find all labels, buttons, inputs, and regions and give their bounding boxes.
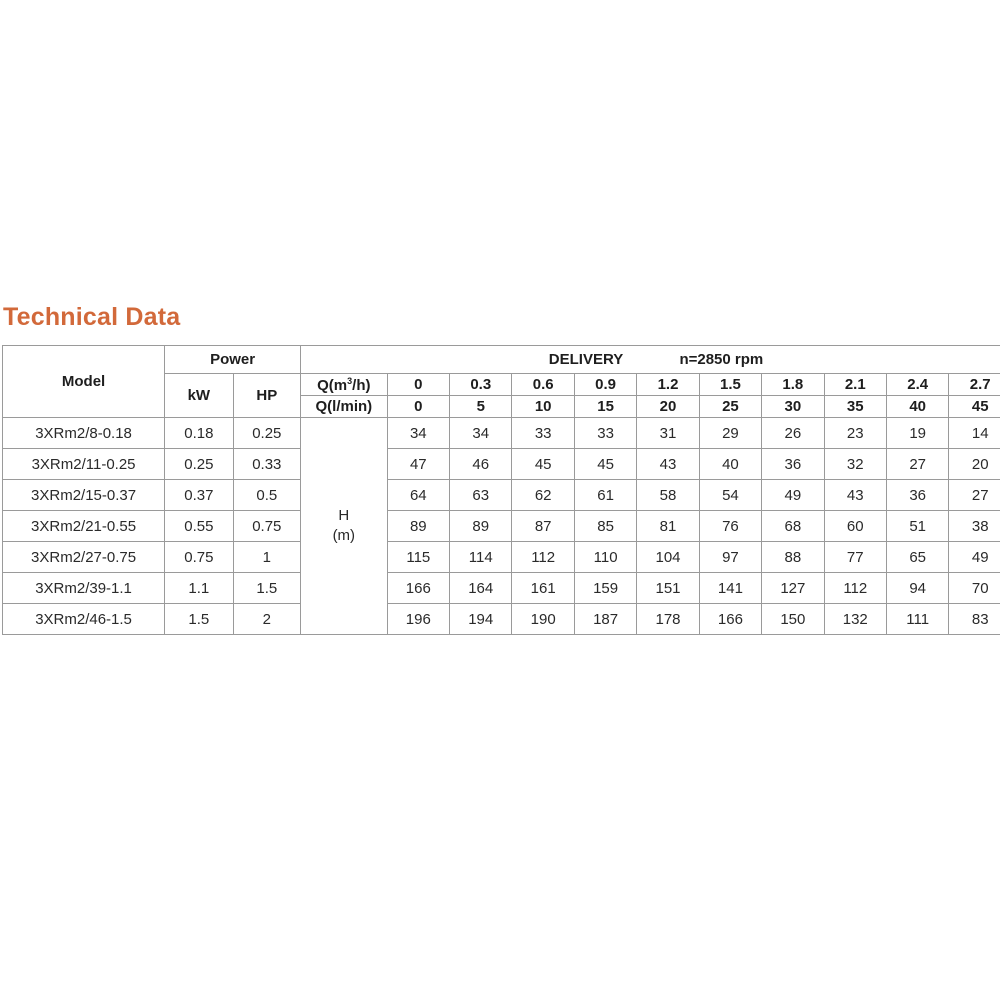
q-m3h-value: 1.2 bbox=[637, 374, 699, 396]
head-value-cell: 32 bbox=[824, 449, 886, 480]
head-label: H bbox=[338, 507, 350, 524]
kw-header: kW bbox=[165, 374, 233, 418]
head-value-cell: 159 bbox=[574, 573, 636, 604]
q-lmin-value: 10 bbox=[512, 396, 574, 418]
head-value-cell: 27 bbox=[949, 480, 1000, 511]
q-lmin-value: 25 bbox=[699, 396, 761, 418]
head-value-cell: 29 bbox=[699, 418, 761, 449]
head-value-cell: 196 bbox=[387, 604, 449, 635]
q-lmin-value: 40 bbox=[886, 396, 948, 418]
hp-cell: 1.5 bbox=[233, 573, 300, 604]
head-value-cell: 141 bbox=[699, 573, 761, 604]
hp-header: HP bbox=[233, 374, 300, 418]
head-value-cell: 77 bbox=[824, 542, 886, 573]
model-header: Model bbox=[3, 346, 165, 418]
head-value-cell: 112 bbox=[824, 573, 886, 604]
head-value-cell: 110 bbox=[574, 542, 636, 573]
head-value-cell: 81 bbox=[637, 511, 699, 542]
kw-cell: 1.5 bbox=[165, 604, 233, 635]
table-row bbox=[3, 542, 1000, 573]
table-row bbox=[3, 511, 1000, 542]
page-title: Technical Data bbox=[3, 303, 181, 331]
hp-cell: 0.25 bbox=[233, 418, 300, 449]
head-value-cell: 40 bbox=[699, 449, 761, 480]
table-body bbox=[3, 418, 1000, 635]
kw-cell: 0.25 bbox=[165, 449, 233, 480]
head-value-cell: 83 bbox=[949, 604, 1000, 635]
hp-cell: 0.75 bbox=[233, 511, 300, 542]
speed-label: n=2850 rpm bbox=[679, 351, 764, 368]
head-value-cell: 111 bbox=[886, 604, 948, 635]
head-value-cell: 164 bbox=[450, 573, 512, 604]
technical-data-table bbox=[2, 345, 1000, 635]
head-value-cell: 89 bbox=[387, 511, 449, 542]
head-value-cell: 34 bbox=[387, 418, 449, 449]
head-value-cell: 190 bbox=[512, 604, 574, 635]
kw-cell: 0.18 bbox=[165, 418, 233, 449]
head-value-cell: 47 bbox=[387, 449, 449, 480]
head-value-cell: 89 bbox=[450, 511, 512, 542]
head-value-cell: 45 bbox=[512, 449, 574, 480]
kw-cell: 0.75 bbox=[165, 542, 233, 573]
table-row bbox=[3, 604, 1000, 635]
head-value-cell: 26 bbox=[762, 418, 824, 449]
model-cell: 3XRm2/15-0.37 bbox=[3, 480, 165, 511]
head-value-cell: 36 bbox=[886, 480, 948, 511]
head-value-cell: 114 bbox=[450, 542, 512, 573]
q-lmin-value: 30 bbox=[762, 396, 824, 418]
q-m3h-value: 1.8 bbox=[762, 374, 824, 396]
head-value-cell: 70 bbox=[949, 573, 1000, 604]
head-value-cell: 65 bbox=[886, 542, 948, 573]
head-value-cell: 166 bbox=[699, 604, 761, 635]
head-value-cell: 127 bbox=[762, 573, 824, 604]
q-m3h-label: $Q(m^3/h)$ bbox=[301, 374, 388, 396]
q-lmin-label: Q(l/min) bbox=[301, 396, 388, 418]
model-cell: 3XRm2/8-0.18 bbox=[3, 418, 165, 449]
head-value-cell: 178 bbox=[637, 604, 699, 635]
head-value-cell: 62 bbox=[512, 480, 574, 511]
head-value-cell: 49 bbox=[762, 480, 824, 511]
q-m3h-value: 0.3 bbox=[450, 374, 512, 396]
head-value-cell: 64 bbox=[387, 480, 449, 511]
head-value-cell: 97 bbox=[699, 542, 761, 573]
head-value-cell: 36 bbox=[762, 449, 824, 480]
q-m3h-value: 1.5 bbox=[699, 374, 761, 396]
q-m3h-value: 2.7 bbox=[949, 374, 1000, 396]
head-value-cell: 76 bbox=[699, 511, 761, 542]
head-value-cell: 115 bbox=[387, 542, 449, 573]
head-value-cell: 187 bbox=[574, 604, 636, 635]
kw-cell: 1.1 bbox=[165, 573, 233, 604]
head-value-cell: 61 bbox=[574, 480, 636, 511]
head-value-cell: 68 bbox=[762, 511, 824, 542]
head-value-cell: 112 bbox=[512, 542, 574, 573]
table-row bbox=[3, 418, 1000, 449]
head-value-cell: 23 bbox=[824, 418, 886, 449]
table-row bbox=[3, 573, 1000, 604]
head-value-cell: 161 bbox=[512, 573, 574, 604]
head-value-cell: 132 bbox=[824, 604, 886, 635]
model-cell: 3XRm2/39-1.1 bbox=[3, 573, 165, 604]
q-lmin-value: 15 bbox=[574, 396, 636, 418]
head-value-cell: 54 bbox=[699, 480, 761, 511]
q-lmin-value: 45 bbox=[949, 396, 1000, 418]
hp-cell: 2 bbox=[233, 604, 300, 635]
q-lmin-value: 35 bbox=[824, 396, 886, 418]
head-value-cell: 45 bbox=[574, 449, 636, 480]
table-row bbox=[3, 449, 1000, 480]
head-value-cell: 34 bbox=[450, 418, 512, 449]
power-header: Power bbox=[165, 346, 301, 374]
q-m3h-value: 2.4 bbox=[886, 374, 948, 396]
kw-cell: 0.37 bbox=[165, 480, 233, 511]
head-value-cell: 85 bbox=[574, 511, 636, 542]
hp-cell: 1 bbox=[233, 542, 300, 573]
head-label-cell bbox=[301, 418, 388, 635]
model-cell: 3XRm2/11-0.25 bbox=[3, 449, 165, 480]
kw-cell: 0.55 bbox=[165, 511, 233, 542]
head-value-cell: 87 bbox=[512, 511, 574, 542]
head-value-cell: 43 bbox=[824, 480, 886, 511]
head-value-cell: 33 bbox=[574, 418, 636, 449]
q-lmin-value: 20 bbox=[637, 396, 699, 418]
head-value-cell: 19 bbox=[886, 418, 948, 449]
head-value-cell: 27 bbox=[886, 449, 948, 480]
head-value-cell: 150 bbox=[762, 604, 824, 635]
head-value-cell: 46 bbox=[450, 449, 512, 480]
head-value-cell: 151 bbox=[637, 573, 699, 604]
head-value-cell: 14 bbox=[949, 418, 1000, 449]
q-m3h-value: 2.1 bbox=[824, 374, 886, 396]
head-value-cell: 194 bbox=[450, 604, 512, 635]
head-unit-label: (m) bbox=[332, 527, 356, 544]
head-value-cell: 60 bbox=[824, 511, 886, 542]
head-value-cell: 166 bbox=[387, 573, 449, 604]
head-value-cell: 31 bbox=[637, 418, 699, 449]
model-cell: 3XRm2/46-1.5 bbox=[3, 604, 165, 635]
model-cell: 3XRm2/27-0.75 bbox=[3, 542, 165, 573]
head-value-cell: 33 bbox=[512, 418, 574, 449]
head-value-cell: 58 bbox=[637, 480, 699, 511]
q-m3h-value: 0 bbox=[387, 374, 449, 396]
model-cell: 3XRm2/21-0.55 bbox=[3, 511, 165, 542]
hp-cell: 0.33 bbox=[233, 449, 300, 480]
head-value-cell: 94 bbox=[886, 573, 948, 604]
head-value-cell: 63 bbox=[450, 480, 512, 511]
delivery-label: DELIVERY bbox=[548, 351, 624, 368]
head-value-cell: 88 bbox=[762, 542, 824, 573]
head-value-cell: 104 bbox=[637, 542, 699, 573]
head-value-cell: 43 bbox=[637, 449, 699, 480]
q-lmin-value: 5 bbox=[450, 396, 512, 418]
hp-cell: 0.5 bbox=[233, 480, 300, 511]
table-row bbox=[3, 480, 1000, 511]
head-value-cell: 20 bbox=[949, 449, 1000, 480]
head-value-cell: 49 bbox=[949, 542, 1000, 573]
head-value-cell: 51 bbox=[886, 511, 948, 542]
head-value-cell: 38 bbox=[949, 511, 1000, 542]
q-lmin-value: 0 bbox=[387, 396, 449, 418]
q-m3h-value: 0.6 bbox=[512, 374, 574, 396]
delivery-header bbox=[301, 346, 1000, 374]
q-m3h-value: 0.9 bbox=[574, 374, 636, 396]
